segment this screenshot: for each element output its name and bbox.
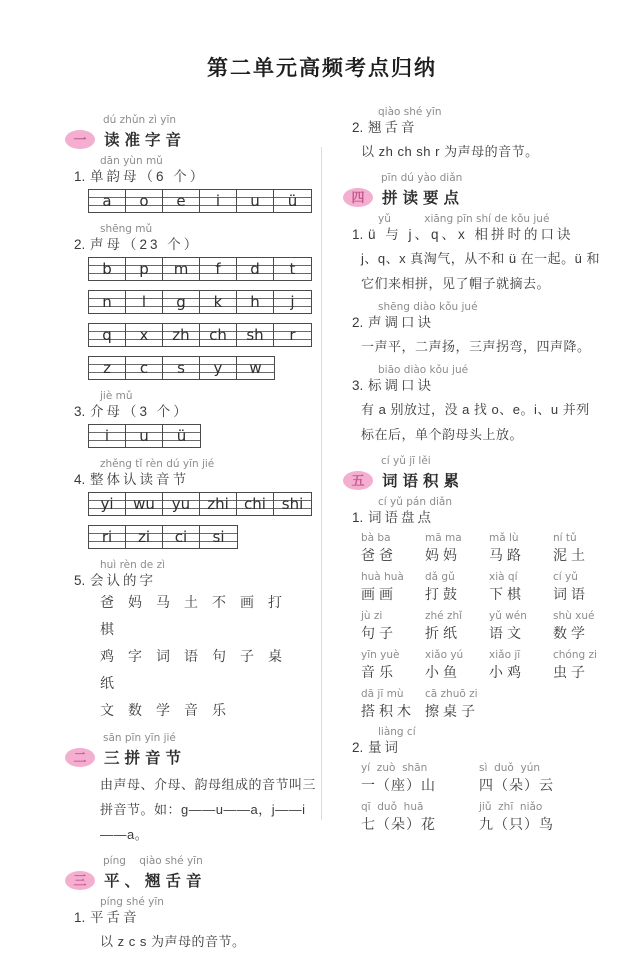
word-entry — [553, 532, 611, 565]
item-number: 1. — [352, 510, 364, 525]
word-hanzi: 擦桌子 — [425, 703, 479, 719]
grid-cell: j — [290, 293, 295, 311]
item-pinyin: jiè mǔ — [100, 390, 133, 402]
item-heading — [65, 403, 321, 420]
jqx-rule-text: j、q、x 真淘气，从不和 ü 在一起。ü 和它们来相拼，见了帽子就摘去。 — [361, 251, 601, 291]
word-hanzi: 马路 — [489, 547, 525, 563]
word-entry — [361, 571, 419, 604]
word-row — [361, 532, 621, 565]
three-pinyin-definition: 由声母、介母、韵母组成的音节叫三拼音节。如：g——u——a，j——i——a。 — [100, 777, 317, 842]
grid-cell: p — [126, 258, 163, 280]
section-title: 平、翘舌音 — [104, 873, 207, 890]
word-pinyin: yí zuò shān — [361, 762, 428, 774]
section-header — [65, 128, 321, 150]
grid-cell: k — [200, 291, 237, 313]
measure-word-entry — [361, 801, 473, 834]
item-number: 1. — [74, 910, 86, 925]
section-title: 三拼音节 — [104, 750, 187, 767]
item-single-finals — [65, 155, 321, 185]
grid-cell: ri — [89, 526, 126, 548]
item-pinyin: píng shé yīn — [100, 896, 164, 908]
word-hanzi: 句子 — [361, 625, 397, 641]
grid-cell: yi — [89, 493, 126, 515]
grid-cell: s — [163, 357, 200, 379]
word-hanzi: 爸爸 — [361, 547, 397, 563]
grid-cell: l — [126, 291, 163, 313]
grid-cell: t — [289, 260, 296, 278]
word-pinyin: cā zhuō zi — [425, 688, 478, 700]
item-label: 单韵母（6 个） — [90, 169, 207, 184]
word-entry — [361, 532, 419, 565]
grid-cell: zh — [163, 324, 200, 346]
word-entry — [553, 571, 611, 604]
word-entry — [425, 688, 483, 721]
item-pinyin: qiào shé yīn — [378, 106, 442, 118]
word-pinyin: dǎ gǔ — [425, 571, 455, 583]
section-5-word-accumulation — [343, 455, 621, 491]
word-pinyin: cí yǔ — [553, 571, 578, 583]
item-number: 1. — [352, 227, 364, 242]
word-hanzi: 四（朵）云 — [479, 777, 554, 793]
item-pinyin: shēng diào kǒu jué — [378, 301, 478, 313]
grid-cell: i — [200, 190, 237, 212]
grid-cell: m — [163, 258, 200, 280]
item-pinyin: cí yǔ pán diǎn — [378, 496, 452, 508]
item-heading — [65, 168, 321, 185]
pinyin-grid-medials — [88, 424, 201, 448]
word-pinyin: dā jī mù — [361, 688, 404, 700]
grid-cell: u — [237, 190, 274, 212]
section-pinyin: sān pīn yīn jié — [103, 732, 176, 744]
item-heading — [65, 572, 321, 589]
section-title: 拼读要点 — [382, 190, 465, 207]
word-hanzi: 语文 — [489, 625, 525, 641]
word-entry — [489, 649, 547, 682]
grid-cell: i — [89, 425, 126, 447]
word-entry — [489, 532, 547, 565]
grid-cell: g — [163, 291, 200, 313]
grid-cell: d — [237, 258, 274, 280]
item-heading — [65, 236, 321, 253]
grid-cell: c — [126, 357, 163, 379]
item-number: 2. — [352, 315, 364, 330]
item-pinyin: huì rèn de zì — [100, 559, 165, 571]
item-heading — [343, 739, 621, 756]
pinyin-grid-initials-4 — [88, 356, 275, 380]
measure-word-entry — [479, 762, 591, 795]
item-label: 平舌音 — [90, 910, 140, 925]
section-header — [65, 746, 321, 768]
word-pinyin: sì duǒ yún — [479, 762, 541, 774]
word-pinyin: xià qí — [489, 571, 518, 583]
word-pinyin: qī duǒ huā — [361, 801, 424, 813]
pinyin-grid-whole-1 — [88, 492, 312, 516]
item-characters-to-recognize — [65, 559, 321, 589]
grid-cell: ci — [163, 526, 200, 548]
section-header — [343, 186, 621, 208]
item-heading — [65, 909, 321, 926]
grid-cell: u — [126, 425, 163, 447]
item-heading — [343, 119, 621, 136]
tone-rhyme-text: 一声平，二声扬，三声拐弯，四声降。 — [361, 339, 591, 354]
word-pinyin: xiǎo jī — [489, 649, 521, 661]
pinyin-grid-initials-3 — [88, 323, 312, 347]
grid-cell: sh — [237, 324, 274, 346]
word-hanzi: 画画 — [361, 586, 397, 602]
section-number-badge: 三 — [65, 871, 95, 890]
word-entry — [553, 649, 611, 682]
item-label: 词语盘点 — [368, 510, 434, 525]
item-label: 整体认读音节 — [90, 472, 189, 487]
right-column — [321, 106, 621, 836]
word-hanzi: 七（朵）花 — [361, 816, 436, 832]
section-number-badge: 一 — [65, 130, 95, 149]
section-title: 读准字音 — [104, 132, 187, 149]
word-entry — [425, 571, 483, 604]
word-pinyin: jiǔ zhī niǎo — [479, 801, 543, 813]
item-label: 标调口诀 — [368, 378, 434, 393]
grid-cell: w — [249, 359, 262, 377]
grid-cell: zhi — [200, 493, 237, 515]
section-header — [65, 869, 321, 891]
item-pinyin: yǔ xiāng pīn shí de kǒu jué — [378, 213, 550, 225]
character-row: 鸡字词语句子桌纸 — [100, 648, 296, 691]
character-rows — [65, 589, 321, 724]
grid-cell: b — [89, 258, 126, 280]
word-pinyin: xiǎo yú — [425, 649, 464, 661]
item-number: 2. — [352, 740, 364, 755]
left-column — [65, 106, 321, 954]
item-heading — [343, 226, 621, 243]
section-number-badge: 二 — [65, 748, 95, 767]
measure-word-entry — [361, 762, 473, 795]
word-pinyin: mǎ lù — [489, 532, 519, 544]
word-hanzi: 小鸡 — [489, 664, 525, 680]
word-hanzi: 折纸 — [425, 625, 461, 641]
grid-cell: a — [89, 190, 126, 212]
item-tone-rhyme — [343, 301, 621, 331]
item-jqx-rule — [343, 213, 621, 243]
character-row: 文数学音乐 — [100, 702, 240, 718]
item-number: 1. — [74, 169, 86, 184]
measure-word-row — [361, 762, 621, 795]
item-heading — [343, 377, 621, 394]
item-label: 量词 — [368, 740, 401, 755]
word-pinyin: bà ba — [361, 532, 391, 544]
section-header — [343, 469, 621, 491]
page-title: 第二单元高频考点归纳 — [207, 57, 437, 80]
word-pinyin: jù zi — [361, 610, 383, 622]
word-hanzi: 虫子 — [553, 664, 589, 680]
item-retroflex — [343, 106, 621, 136]
grid-cell: yu — [163, 493, 200, 515]
word-entry — [361, 688, 419, 721]
item-pinyin: shēng mǔ — [100, 223, 153, 235]
word-entry — [425, 649, 483, 682]
word-hanzi: 词语 — [553, 586, 589, 602]
grid-cell: h — [237, 291, 274, 313]
word-pinyin: yǔ wén — [489, 610, 527, 622]
item-pinyin: dān yùn mǔ — [100, 155, 163, 167]
word-pinyin: mā ma — [425, 532, 462, 544]
item-number: 2. — [74, 237, 86, 252]
section-title: 词语积累 — [382, 473, 465, 490]
item-heading — [343, 314, 621, 331]
grid-cell: q — [89, 324, 126, 346]
pinyin-grid-single-finals — [88, 189, 312, 213]
item-number: 3. — [352, 378, 364, 393]
content-columns — [0, 106, 644, 954]
word-row — [361, 688, 621, 721]
word-row — [361, 649, 621, 682]
grid-cell: z — [89, 357, 126, 379]
grid-cell: n — [89, 291, 126, 313]
item-label: 声调口诀 — [368, 315, 434, 330]
item-label: 介母（3 个） — [90, 404, 190, 419]
word-pinyin: huà huà — [361, 571, 404, 583]
word-entry — [553, 610, 611, 643]
word-pinyin: zhé zhǐ — [425, 610, 463, 622]
section-4-spelling-points — [343, 172, 621, 208]
word-hanzi: 妈妈 — [425, 547, 461, 563]
tone-marking-rhyme-text: 有 a 别放过，没 a 找 o、e。i、u 并列标在后，单个韵母头上放。 — [361, 402, 590, 442]
flat-tongue-definition: 以 z c s 为声母的音节。 — [100, 934, 246, 949]
word-hanzi: 一（座）山 — [361, 777, 436, 793]
section-pinyin: píng qiào shé yīn — [103, 855, 203, 867]
item-heading — [343, 509, 621, 526]
word-entry — [425, 610, 483, 643]
item-medials — [65, 390, 321, 420]
section-pinyin: dú zhǔn zì yīn — [103, 114, 177, 126]
section-3-flat-retroflex — [65, 855, 321, 891]
grid-cell: r — [289, 326, 296, 344]
character-row: 爸妈马土不画打棋 — [100, 594, 296, 637]
item-pinyin: biāo diào kǒu jué — [378, 364, 469, 376]
section-2-three-pinyin-syllables — [65, 732, 321, 768]
grid-cell: x — [126, 324, 163, 346]
grid-cell: chi — [237, 493, 274, 515]
item-flat-tongue — [65, 896, 321, 926]
word-hanzi: 小鱼 — [425, 664, 461, 680]
word-hanzi: 下棋 — [489, 586, 525, 602]
item-word-inventory — [343, 496, 621, 526]
grid-cell: shi — [281, 495, 304, 513]
grid-cell: e — [163, 190, 200, 212]
item-label: 翘舌音 — [368, 120, 418, 135]
word-hanzi: 打鼓 — [425, 586, 461, 602]
item-label: 声母（23 个） — [90, 237, 201, 252]
word-entry — [489, 610, 547, 643]
item-whole-syllables — [65, 458, 321, 488]
word-entry — [425, 532, 483, 565]
word-row — [361, 571, 621, 604]
pinyin-grid-whole-2 — [88, 525, 238, 549]
word-entry — [361, 610, 419, 643]
item-label: ü 与 j、q、x 相拼时的口诀 — [368, 227, 574, 242]
pinyin-grid-initials-2 — [88, 290, 312, 314]
item-number: 3. — [74, 404, 86, 419]
measure-word-row — [361, 801, 621, 834]
section-number-badge: 五 — [343, 471, 373, 490]
item-initials — [65, 223, 321, 253]
item-number: 4. — [74, 472, 86, 487]
word-hanzi: 音乐 — [361, 664, 397, 680]
grid-cell: wu — [126, 493, 163, 515]
grid-cell: ü — [176, 427, 187, 445]
grid-cell: ü — [287, 192, 298, 210]
grid-cell: o — [126, 190, 163, 212]
grid-cell: f — [200, 258, 237, 280]
section-pinyin: cí yǔ jī lěi — [381, 455, 431, 467]
pinyin-grid-initials-1 — [88, 257, 312, 281]
word-entry — [361, 649, 419, 682]
word-hanzi: 搭积木 — [361, 703, 415, 719]
item-measure-words — [343, 726, 621, 756]
item-pinyin: liàng cí — [378, 726, 416, 738]
item-heading — [65, 471, 321, 488]
section-number-badge: 四 — [343, 188, 373, 207]
item-tone-marking-rhyme — [343, 364, 621, 394]
item-label: 会认的字 — [90, 573, 156, 588]
word-pinyin: ní tǔ — [553, 532, 577, 544]
word-hanzi: 九（只）鸟 — [479, 816, 554, 832]
section-pinyin: pīn dú yào diǎn — [381, 172, 463, 184]
word-hanzi: 泥土 — [553, 547, 589, 563]
grid-cell: ch — [200, 324, 237, 346]
retroflex-definition: 以 zh ch sh r 为声母的音节。 — [361, 144, 539, 159]
measure-word-entry — [479, 801, 591, 834]
item-pinyin: zhěng tǐ rèn dú yīn jié — [100, 458, 215, 470]
item-number: 2. — [352, 120, 364, 135]
grid-cell: y — [200, 357, 237, 379]
grid-cell: zi — [126, 526, 163, 548]
word-pinyin: yīn yuè — [361, 649, 400, 661]
word-entry — [489, 571, 547, 604]
word-pinyin: shù xué — [553, 610, 595, 622]
grid-cell: si — [212, 528, 225, 546]
word-row — [361, 610, 621, 643]
section-1-read-accurately — [65, 114, 321, 150]
item-number: 5. — [74, 573, 86, 588]
column-divider — [321, 147, 322, 820]
word-hanzi: 数学 — [553, 625, 589, 641]
word-pinyin: chóng zi — [553, 649, 597, 661]
